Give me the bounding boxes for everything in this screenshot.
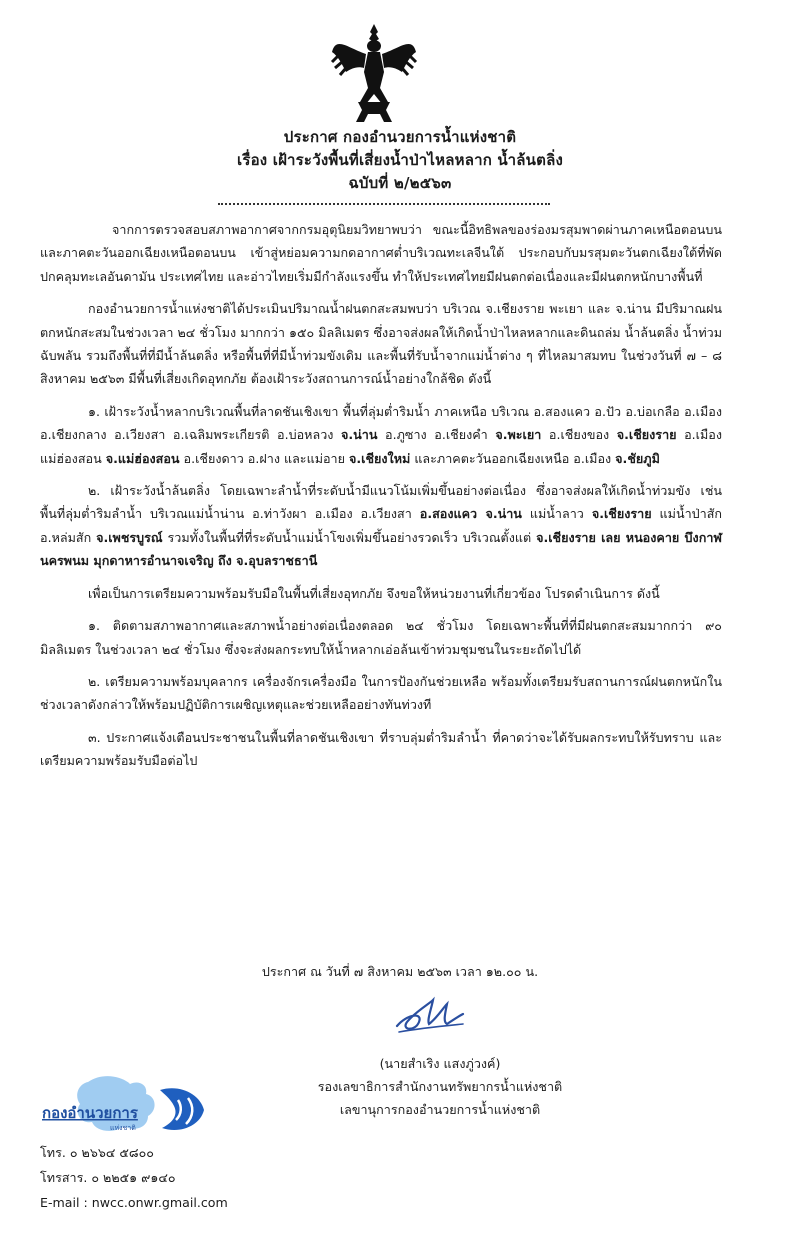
contact-block <box>40 1140 228 1215</box>
action-item-prepare: ๒. เตรียมความพร้อมบุคลากร เครื่องจักรเครื่องมือ ในการป้องกันช่วยเหลือ พร้อมทั้งเตรียมรับสถานการณ์ฝนตกหนักในช่วงเวลาดังกล่าวให้พร้อมปฏิบัติการเผชิญเหตุและช่วยเหลืออย่างทันท่วงที <box>40 673 722 713</box>
header-divider <box>218 203 550 205</box>
risk-item-flash-flood <box>40 400 722 470</box>
item-text: รวมทั้งในพื้นที่ที่ระดับน้ำแม่น้ำโขงเพิ่มขึ้นอย่างรวดเร็ว บริเวณตั้งแต่ <box>162 529 537 545</box>
item-text: แม่น้ำลาว <box>521 506 592 522</box>
garuda-emblem-icon <box>328 22 420 124</box>
header-title: ประกาศ กองอำนวยการน้ำแห่งชาติ <box>283 128 517 146</box>
handwritten-signature-icon <box>393 994 467 1038</box>
action-item-monitor: ๑. ติดตามสภาพอากาศและสภาพน้ำอย่างต่อเนื่องตลอด ๒๔ ชั่วโมง โดยเฉพาะพื้นที่ที่มีฝนตกสะสมมากกว่า ๙๐ มิลลิเมตร ในช่วงเวลา ๒๔ ชั่วโมง ซึ่งจะส่งผลกระทบให้น้ำหลากเอ่อล้นเข้าท่วมชุมชนในระยะถัดไปได้ <box>40 618 722 657</box>
paragraph-assessment: กองอำนวยการน้ำแห่งชาติได้ประเมินปริมาณน้ำฝนตกสะสมพบว่า บริเวณ จ.เชียงราย พะเยา และ จ.น่าน มีปริมาณฝนตกหนักสะสมในช่วงเวลา ๒๔ ชั่วโมง มากกว่า ๑๕๐ มิลลิเมตร ซึ่งอาจส่งผลให้เกิดน้ำป่าไหลหลากและดินถล่ม น้ำล้นตลิ่ง น้ำท่วมฉับพลัน รวมถึงพื้นที่ที่มีน้ำล้นตลิ่ง หรือพื้นที่ที่มีน้ำท่วมขังเดิม และพื้นที่รับน้ำจากแม่น้ำต่าง ๆ ที่ไหลมาสมทบ ในช่วงวันที่ ๗ – ๘ สิงหาคม ๒๕๖๓ มีพื้นที่เสี่ยงเกิดอุทกภัย ต้องเฝ้าระวังสถานการณ์น้ำอย่างใกล้ชิด ดังนี้ <box>40 301 722 387</box>
contact-fax: โทรสาร. ๐ ๒๒๕๑ ๙๑๔๐ <box>40 1170 176 1185</box>
item-text: และภาคตะวันออกเฉียงเหนือ อ.เมือง <box>410 450 616 466</box>
logo-subtext: แห่งชาติ <box>110 1124 136 1132</box>
item-province: จ.ชัยภูมิ <box>615 450 660 466</box>
item-text: อ.เชียงดาว อ.ฝาง และแม่อาย <box>179 450 350 466</box>
header-subject: เรื่อง เฝ้าระวังพื้นที่เสี่ยงน้ำป่าไหลหลาก น้ำล้นตลิ่ง <box>237 151 563 169</box>
logo-text: กองอำนวยการ <box>42 1104 138 1122</box>
signer-position-secondary: เลขานุการกองอำนวยการน้ำแห่งชาติ <box>339 1102 541 1117</box>
signer-position: รองเลขาธิการสำนักงานทรัพยากรน้ำแห่งชาติ <box>317 1079 563 1094</box>
signer-block <box>280 1052 600 1121</box>
announcement-header <box>0 126 800 195</box>
item-text: อ.เมืองแม่ฮ่องสอน <box>40 427 723 466</box>
nwcc-logo-icon <box>40 1070 210 1140</box>
item-text: แม่น้ำป่าสัก อ.หล่มสัก <box>40 506 723 545</box>
item-province: จ.เชียงใหม่ <box>349 450 411 466</box>
item-text: ๑. เฝ้าระวังน้ำหลากบริเวณพื้นที่ลาดชันเชิงเขา พื้นที่ลุ่มต่ำริมน้ำ ภาคเหนือ บริเวณ อ.สองแคว อ.ปัว อ.บ่อเกลือ อ.เมือง อ.เชียงกลาง อ.เวียงสา อ.เฉลิมพระเกียรติ อ.บ่อหลวง <box>40 403 722 443</box>
paragraph-weather: จากการตรวจสอบสภาพอากาศจากกรมอุตุนิยมวิทยาพบว่า ขณะนี้อิทธิพลของร่องมรสุมพาดผ่านภาคเหนือตอนบน และภาคตะวันออกเฉียงเหนือตอนบน เข้าสู่หย่อมความกดอากาศต่ำบริเวณทะเลจีนใต้ ประกอบกับมรสุมตะวันตกเฉียงใต้ที่พัดปกคลุมทะเลอันดามัน ประเทศไทย และอ่าวไทยเริ่มมีกำลังแรงขึ้น ทำให้ประเทศไทยมีฝนตกต่อเนื่องและมีฝนตกหนักบางพื้นที่ <box>40 222 722 284</box>
announcement-body <box>40 218 722 782</box>
announcement-date: ประกาศ ณ วันที่ ๗ สิงหาคม ๒๕๖๓ เวลา ๑๒.๐๐ น. <box>261 964 539 979</box>
action-item-warn: ๓. ประกาศแจ้งเตือนประชาชนในพื้นที่ลาดชันเชิงเขา ที่ราบลุ่มต่ำริมลำน้ำ ที่คาดว่าจะได้รับผลกระทบให้รับทราบ และเตรียมความพร้อมรับมือต่อไป <box>40 729 722 769</box>
item-province: จ.เชียงราย <box>616 427 677 443</box>
item-province: จ.เชียงราย <box>591 506 652 522</box>
risk-item-overflow <box>40 479 722 573</box>
item-province: จ.น่าน <box>341 427 378 443</box>
header-issue-number: ฉบับที่ ๒/๒๕๖๓ <box>348 174 452 192</box>
contact-email[interactable]: E-mail : nwcc.onwr.gmail.com <box>40 1195 228 1210</box>
item-text: อ.เชียงของ <box>541 427 617 443</box>
signer-name: (นายสำเริง แสงภู่วงค์) <box>379 1056 501 1071</box>
item-province: จ.แม่ฮ่องสอน <box>105 450 180 466</box>
contact-phone: โทร. ๐ ๒๖๖๔ ๕๘๐๐ <box>40 1145 154 1160</box>
item-text: ๒. เฝ้าระวังน้ำล้นตลิ่ง โดยเฉพาะลำน้ำที่ระดับน้ำมีแนวโน้มเพิ่มขึ้นอย่างต่อเนื่อง ซึ่งอาจส่งผลให้เกิดน้ำท่วมขัง เช่น พื้นที่ลุ่มต่ำริมลำน้ำ บริเวณแม่น้ำน่าน อ.ท่าวังผา อ.เมือง อ.เวียงสา <box>40 483 722 522</box>
paragraph-request: เพื่อเป็นการเตรียมความพร้อมรับมือในพื้นที่เสี่ยงอุทกภัย จึงขอให้หน่วยงานที่เกี่ยวข้อง โปรดดำเนินการ ดังนี้ <box>88 585 660 601</box>
item-province: จ.เชียงราย เลย หนองคาย บึงกาฬ นครพนม มุกดาหารอำนาจเจริญ ถึง จ.อุบลราชธานี <box>40 529 722 569</box>
item-province: จ.เพชรบูรณ์ <box>96 529 163 545</box>
item-text: อ.ภูซาง อ.เชียงคำ <box>377 427 496 443</box>
item-province: อ.สองแคว จ.น่าน <box>419 506 522 522</box>
item-province: จ.พะเยา <box>495 427 542 443</box>
